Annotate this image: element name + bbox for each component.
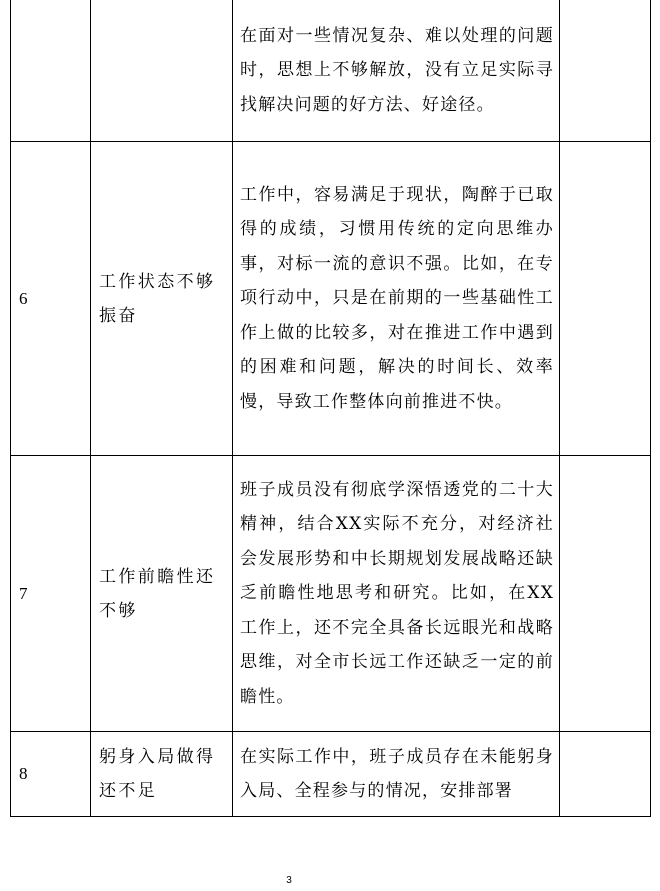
item-cell [91, 456, 233, 732]
table-row [11, 142, 651, 456]
item-cell [91, 0, 233, 142]
row-number-cell [11, 142, 91, 456]
item-cell [91, 732, 233, 817]
row-number: 6 [19, 288, 28, 308]
problems-table [10, 0, 651, 817]
item-description: 在实际工作中，班子成员存在未能躬身入局、全程参与的情况，安排部署 [240, 746, 554, 801]
extra-cell [560, 456, 651, 732]
description-cell [233, 142, 560, 456]
item-title: 工作前瞻性还不够 [99, 566, 216, 621]
table-row [11, 0, 651, 142]
extra-cell [560, 732, 651, 817]
row-number-cell [11, 456, 91, 732]
item-cell [91, 142, 233, 456]
row-number: 7 [19, 583, 28, 603]
description-cell [233, 456, 560, 732]
description-cell [233, 0, 560, 142]
page-number: 3 [286, 875, 292, 886]
row-number: 8 [19, 764, 28, 783]
table-row [11, 456, 651, 732]
item-description: 在面对一些情况复杂、难以处理的问题时，思想上不够解放，没有立足实际寻找解决问题的好方法、好途径。 [240, 25, 554, 115]
item-title: 工作状态不够振奋 [99, 271, 216, 326]
item-title: 躬身入局做得还不足 [99, 747, 216, 801]
row-number-cell [11, 732, 91, 817]
row-number-cell [11, 0, 91, 142]
extra-cell [560, 142, 651, 456]
description-cell [233, 732, 560, 817]
item-description: 班子成员没有彻底学深悟透党的二十大精神，结合XX实际不充分，对经济社会发展形势和中长期规划发展战略还缺乏前瞻性地思考和研究。比如，在XX工作上，还不完全具备长远眼光和战略思维，对全市长远工作还缺乏一定的前瞻性。 [240, 479, 554, 707]
extra-cell [560, 0, 651, 142]
table-row [11, 732, 651, 817]
item-description: 工作中，容易满足于现状，陶醉于已取得的成绩，习惯用传统的定向思维办事，对标一流的意识不强。比如，在专项行动中，只是在前期的一些基础性工作上做的比较多，对在推进工作中遇到的困难和问题，解决的时间长、效率慢，导致工作整体向前推进不快。 [240, 184, 554, 412]
